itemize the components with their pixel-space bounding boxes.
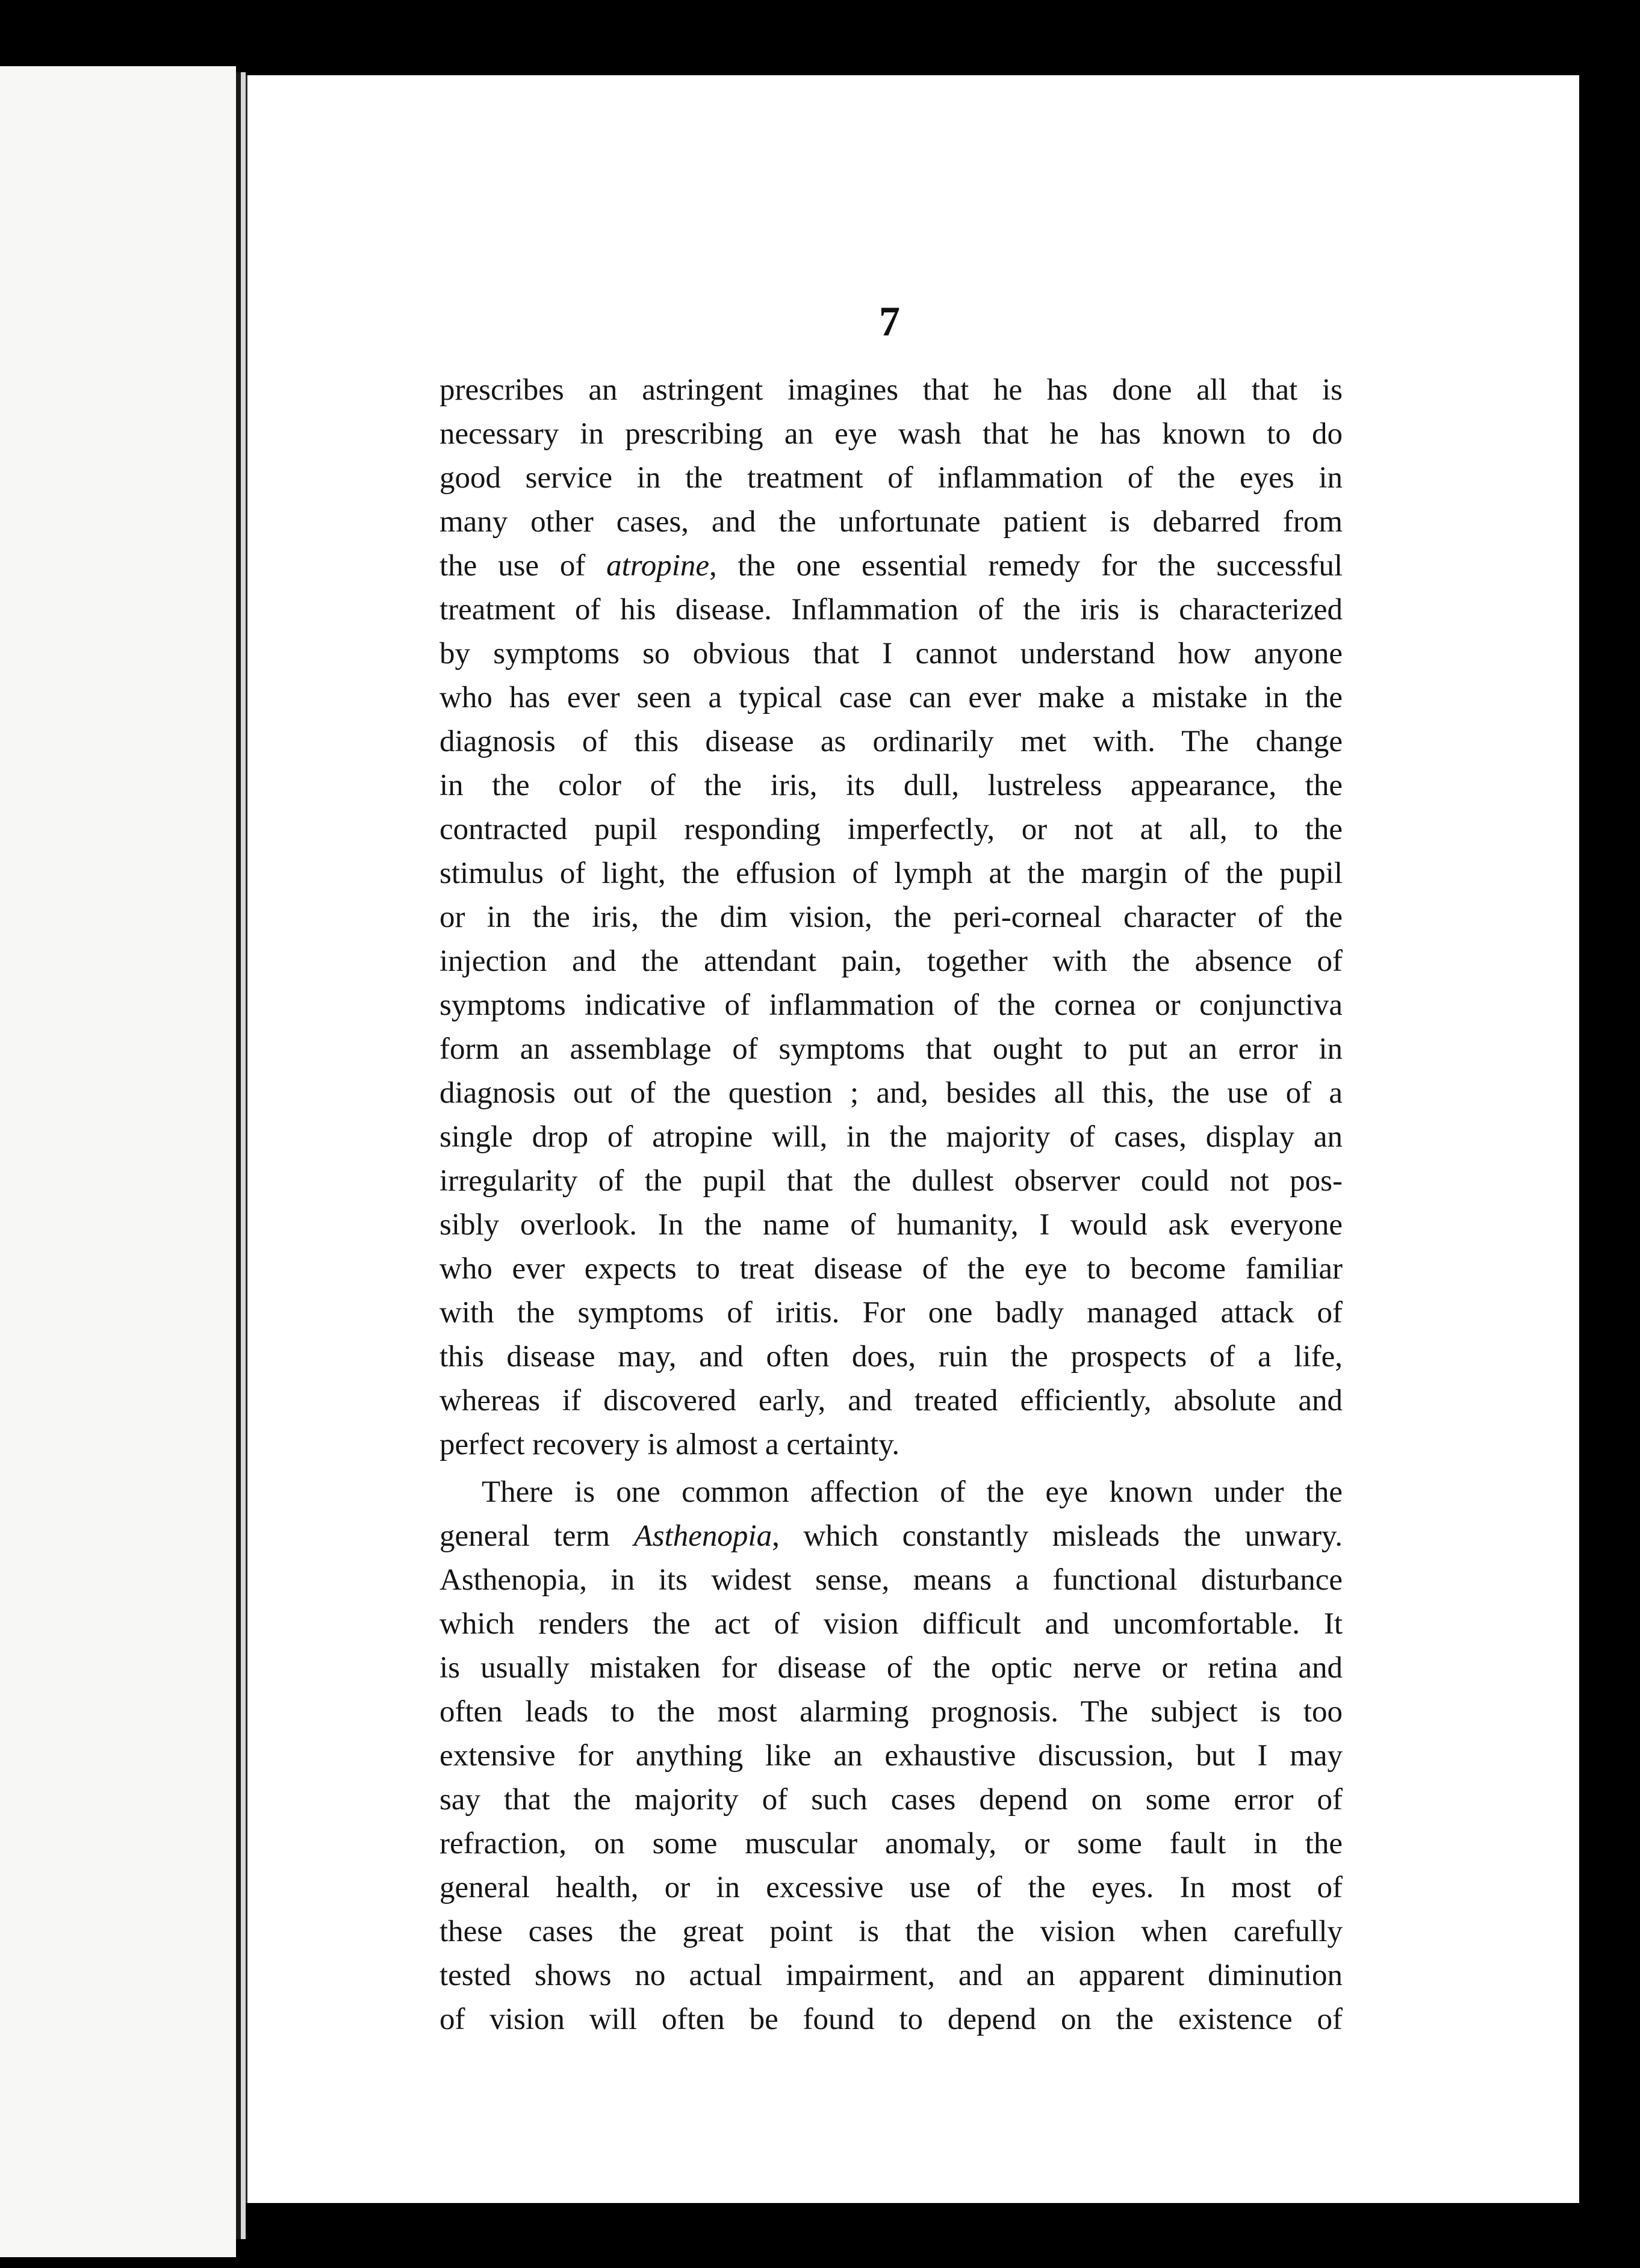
text-line: [440, 1423, 1343, 1467]
text-line: [440, 852, 1343, 896]
text-line: [440, 1690, 1343, 1734]
text-run: good service in the treatment of inflammation of the eyes in: [440, 461, 1343, 495]
paragraph: [440, 368, 1343, 1467]
text-run: with the symptoms of iritis. For one badly managed attack of: [440, 1296, 1343, 1330]
text-line: [440, 1335, 1343, 1379]
text-run: Asthenopia, in its widest sense, means a functional disturbance: [440, 1563, 1343, 1597]
text-run: diagnosis out of the question ; and, besides all this, the use of a: [440, 1076, 1343, 1110]
left-page-edge: [0, 66, 236, 2257]
text-line: [440, 1822, 1343, 1866]
text-line: [440, 1514, 1343, 1558]
text-line: [440, 1379, 1343, 1423]
text-run: necessary in prescribing an eye wash that he has known to do: [440, 417, 1343, 451]
italic-term: Asthenopia: [633, 1519, 772, 1553]
text-line: [440, 940, 1343, 984]
text-run: perfect recovery is almost a certainty.: [440, 1428, 900, 1461]
text-line: [440, 1866, 1343, 1910]
text-run: the use of: [440, 549, 607, 583]
text-line: [440, 984, 1343, 1027]
text-line: [440, 1734, 1343, 1778]
text-run: , the one essential remedy for the successful: [709, 549, 1343, 583]
text-line: [440, 1954, 1343, 1998]
text-run: by symptoms so obvious that I cannot understand how anyone: [440, 637, 1343, 671]
text-run: these cases the great point is that the vision when carefully: [440, 1915, 1343, 1948]
text-line: [440, 1558, 1343, 1602]
text-line: [440, 544, 1343, 588]
text-run: , which constantly misleads the unwary.: [772, 1519, 1343, 1553]
text-run: of vision will often be found to depend on the existence of: [440, 2003, 1343, 2036]
text-line: [440, 456, 1343, 500]
text-run: single drop of atropine will, in the majority of cases, display an: [440, 1120, 1343, 1154]
text-run: diagnosis of this disease as ordinarily met with. The change: [440, 725, 1343, 758]
text-line: [440, 1027, 1343, 1071]
text-line: [440, 808, 1343, 852]
text-run: whereas if discovered early, and treated efficiently, absolute and: [440, 1384, 1343, 1418]
text-line: [440, 896, 1343, 940]
text-run: stimulus of light, the effusion of lymph at the margin of the pupil: [440, 857, 1343, 890]
text-line: [440, 1646, 1343, 1690]
text-line: [440, 1998, 1343, 2042]
text-line: [440, 632, 1343, 676]
text-line: [440, 1247, 1343, 1291]
page-fold-gap: [241, 72, 246, 2239]
page-number: 7: [879, 299, 900, 345]
text-run: form an assemblage of symptoms that ought to put an error in: [440, 1032, 1343, 1066]
text-line: [440, 1602, 1343, 1646]
text-run: which renders the act of vision difficult and uncomfortable. It: [440, 1607, 1343, 1641]
text-line: [440, 1910, 1343, 1954]
text-line: [440, 1159, 1343, 1203]
text-line: [440, 1071, 1343, 1115]
text-line: [440, 676, 1343, 720]
text-run: contracted pupil responding imperfectly, or not at all, to the: [440, 813, 1343, 846]
text-line: [440, 1115, 1343, 1159]
text-run: There is one common affection of the eye known under the: [482, 1475, 1343, 1509]
text-run: treatment of his disease. Inflammation of the iris is characterized: [440, 593, 1343, 627]
text-run: symptoms indicative of inflammation of the cornea or conjunctiva: [440, 988, 1343, 1022]
text-line: [440, 1291, 1343, 1335]
text-run: irregularity of the pupil that the dullest observer could not pos-: [440, 1164, 1343, 1198]
text-run: general health, or in excessive use of the eyes. In most of: [440, 1871, 1343, 1904]
text-run: or in the iris, the dim vision, the peri-corneal character of the: [440, 900, 1343, 934]
text-line: [440, 500, 1343, 544]
text-line: [440, 368, 1343, 412]
text-run: who has ever seen a typical case can ever make a mistake in the: [440, 681, 1343, 714]
paragraph: [440, 1470, 1343, 2042]
text-run: general term: [440, 1519, 634, 1553]
text-run: in the color of the iris, its dull, lustreless appearance, the: [440, 769, 1343, 802]
text-line: [440, 1470, 1343, 1514]
text-run: who ever expects to treat disease of the eye to become familiar: [440, 1252, 1343, 1286]
body-text: [440, 368, 1343, 2042]
text-run: sibly overlook. In the name of humanity, I would ask everyone: [440, 1208, 1343, 1242]
page-fold-shadow: [236, 72, 241, 2239]
text-line: [440, 1203, 1343, 1247]
text-run: this disease may, and often does, ruin the prospects of a life,: [440, 1340, 1343, 1374]
text-run: say that the majority of such cases depend on some error of: [440, 1783, 1343, 1817]
text-line: [440, 412, 1343, 456]
text-run: refraction, on some muscular anomaly, or some fault in the: [440, 1827, 1343, 1861]
text-run: tested shows no actual impairment, and an apparent diminution: [440, 1959, 1343, 1992]
text-run: injection and the attendant pain, together with the absence of: [440, 944, 1343, 978]
text-run: prescribes an astringent imagines that he has done all that is: [440, 373, 1343, 407]
text-run: extensive for anything like an exhaustive discussion, but I may: [440, 1739, 1343, 1773]
italic-term: atropine: [606, 549, 710, 583]
text-run: many other cases, and the unfortunate patient is debarred from: [440, 505, 1343, 539]
text-run: often leads to the most alarming prognosis. The subject is too: [440, 1695, 1343, 1729]
text-line: [440, 764, 1343, 808]
text-line: [440, 1778, 1343, 1822]
text-line: [440, 720, 1343, 764]
text-run: is usually mistaken for disease of the optic nerve or retina and: [440, 1651, 1343, 1685]
text-line: [440, 588, 1343, 632]
